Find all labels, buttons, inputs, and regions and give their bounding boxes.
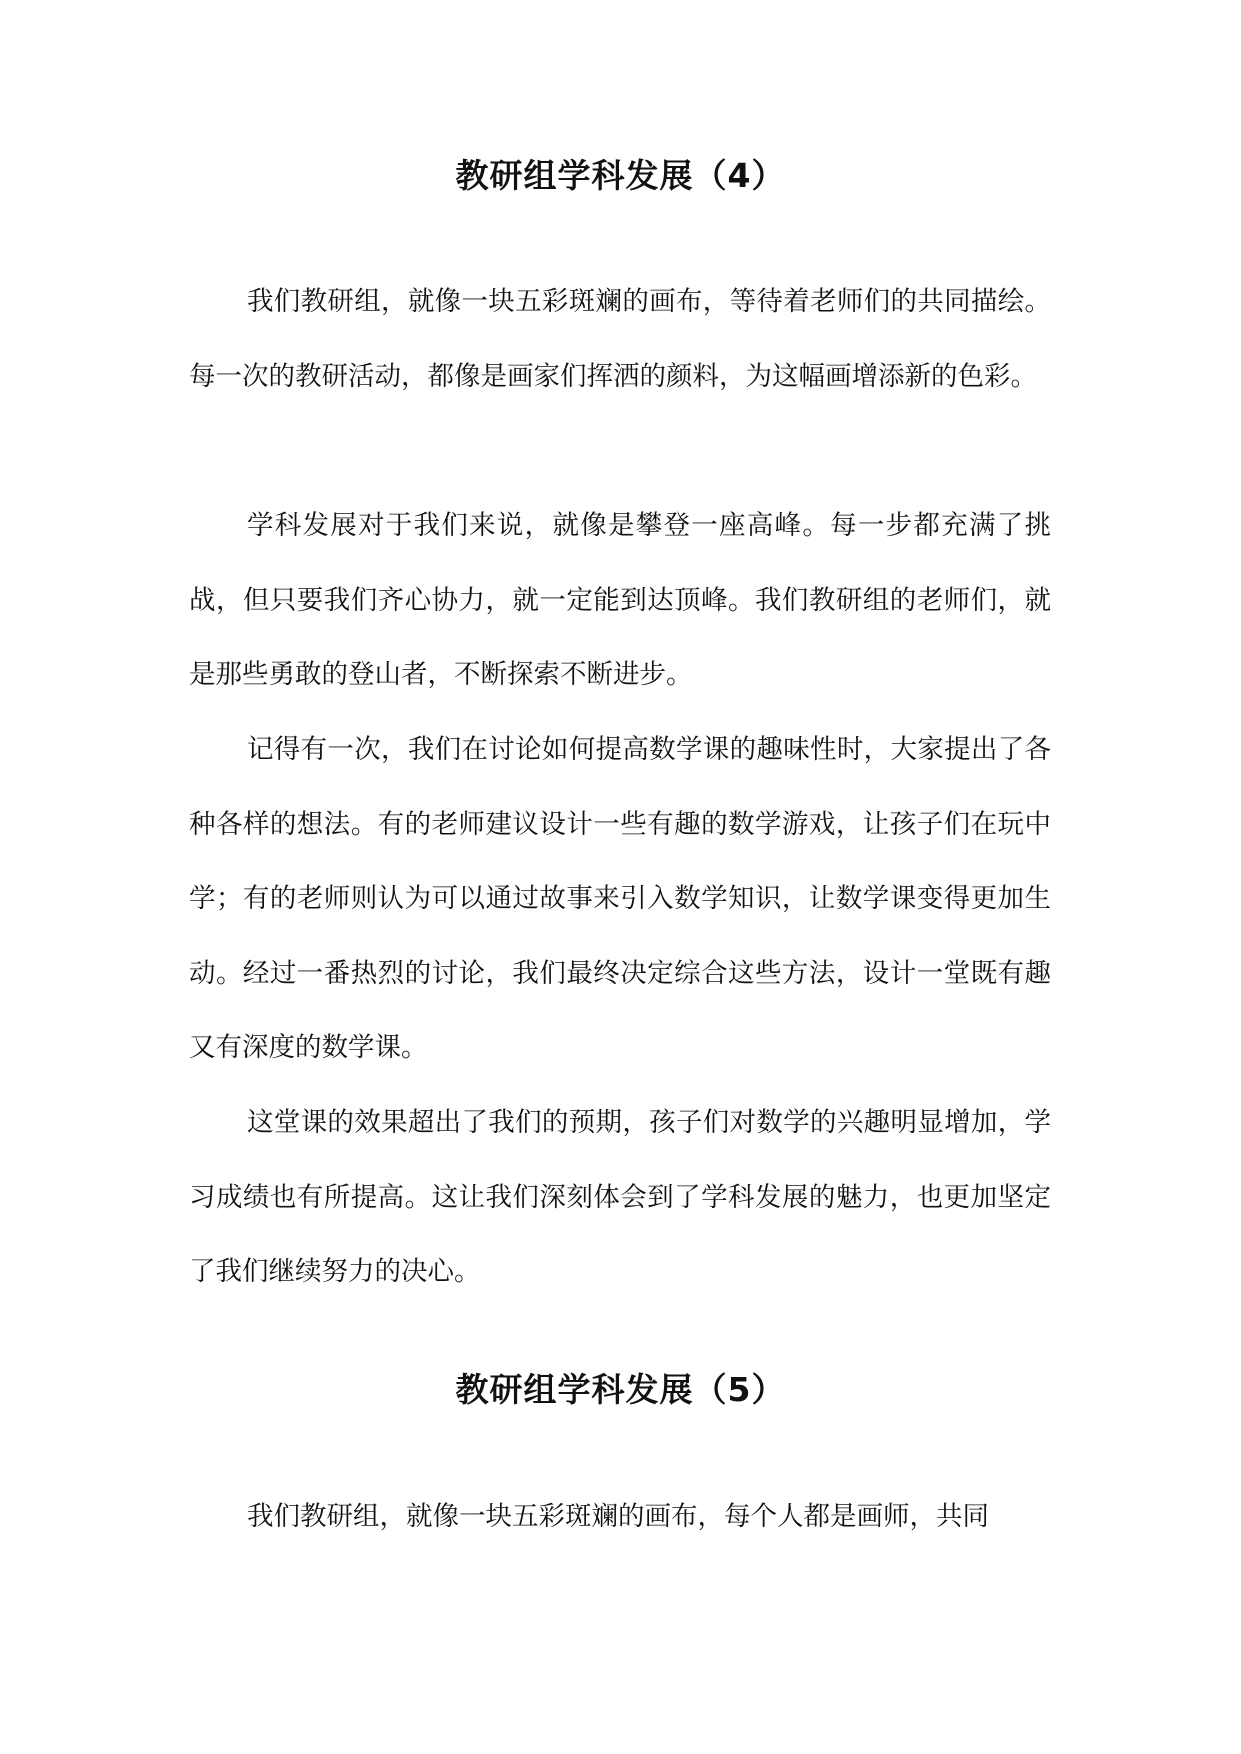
section-4-paragraph-1: 我们教研组，就像一块五彩斑斓的画布，等待着老师们的共同描绘。每一次的教研活动，都像是画家们挥洒的颜料，为这幅画增添新的色彩。 [189,286,1051,392]
section-4-paragraph-2: 学科发展对于我们来说，就像是攀登一座高峰。每一步都充满了挑战，但只要我们齐心协力，就一定能到达顶峰。我们教研组的老师们，就是那些勇敢的登山者，不断探索不断进步。 [189,510,1051,690]
section-title-4: 教研组学科发展（4） [455,156,786,195]
section-5-paragraph-1: 我们教研组，就像一块五彩斑斓的画布，每个人都是画师，共同 [247,1501,989,1532]
section-title-5: 教研组学科发展（5） [455,1370,786,1409]
section-4-paragraph-3: 记得有一次，我们在讨论如何提高数学课的趣味性时，大家提出了各种各样的想法。有的老师建议设计一些有趣的数学游戏，让孩子们在玩中学；有的老师则认为可以通过故事来引入数学知识，让数学课变得更加生动。经过一番热烈的讨论，我们最终决定综合这些方法，设计一堂既有趣又有深度的数学课。 [189,734,1051,1063]
section-4-paragraph-4: 这堂课的效果超出了我们的预期，孩子们对数学的兴趣明显增加，学习成绩也有所提高。这让我们深刻体会到了学科发展的魅力，也更加坚定了我们继续努力的决心。 [189,1107,1051,1287]
